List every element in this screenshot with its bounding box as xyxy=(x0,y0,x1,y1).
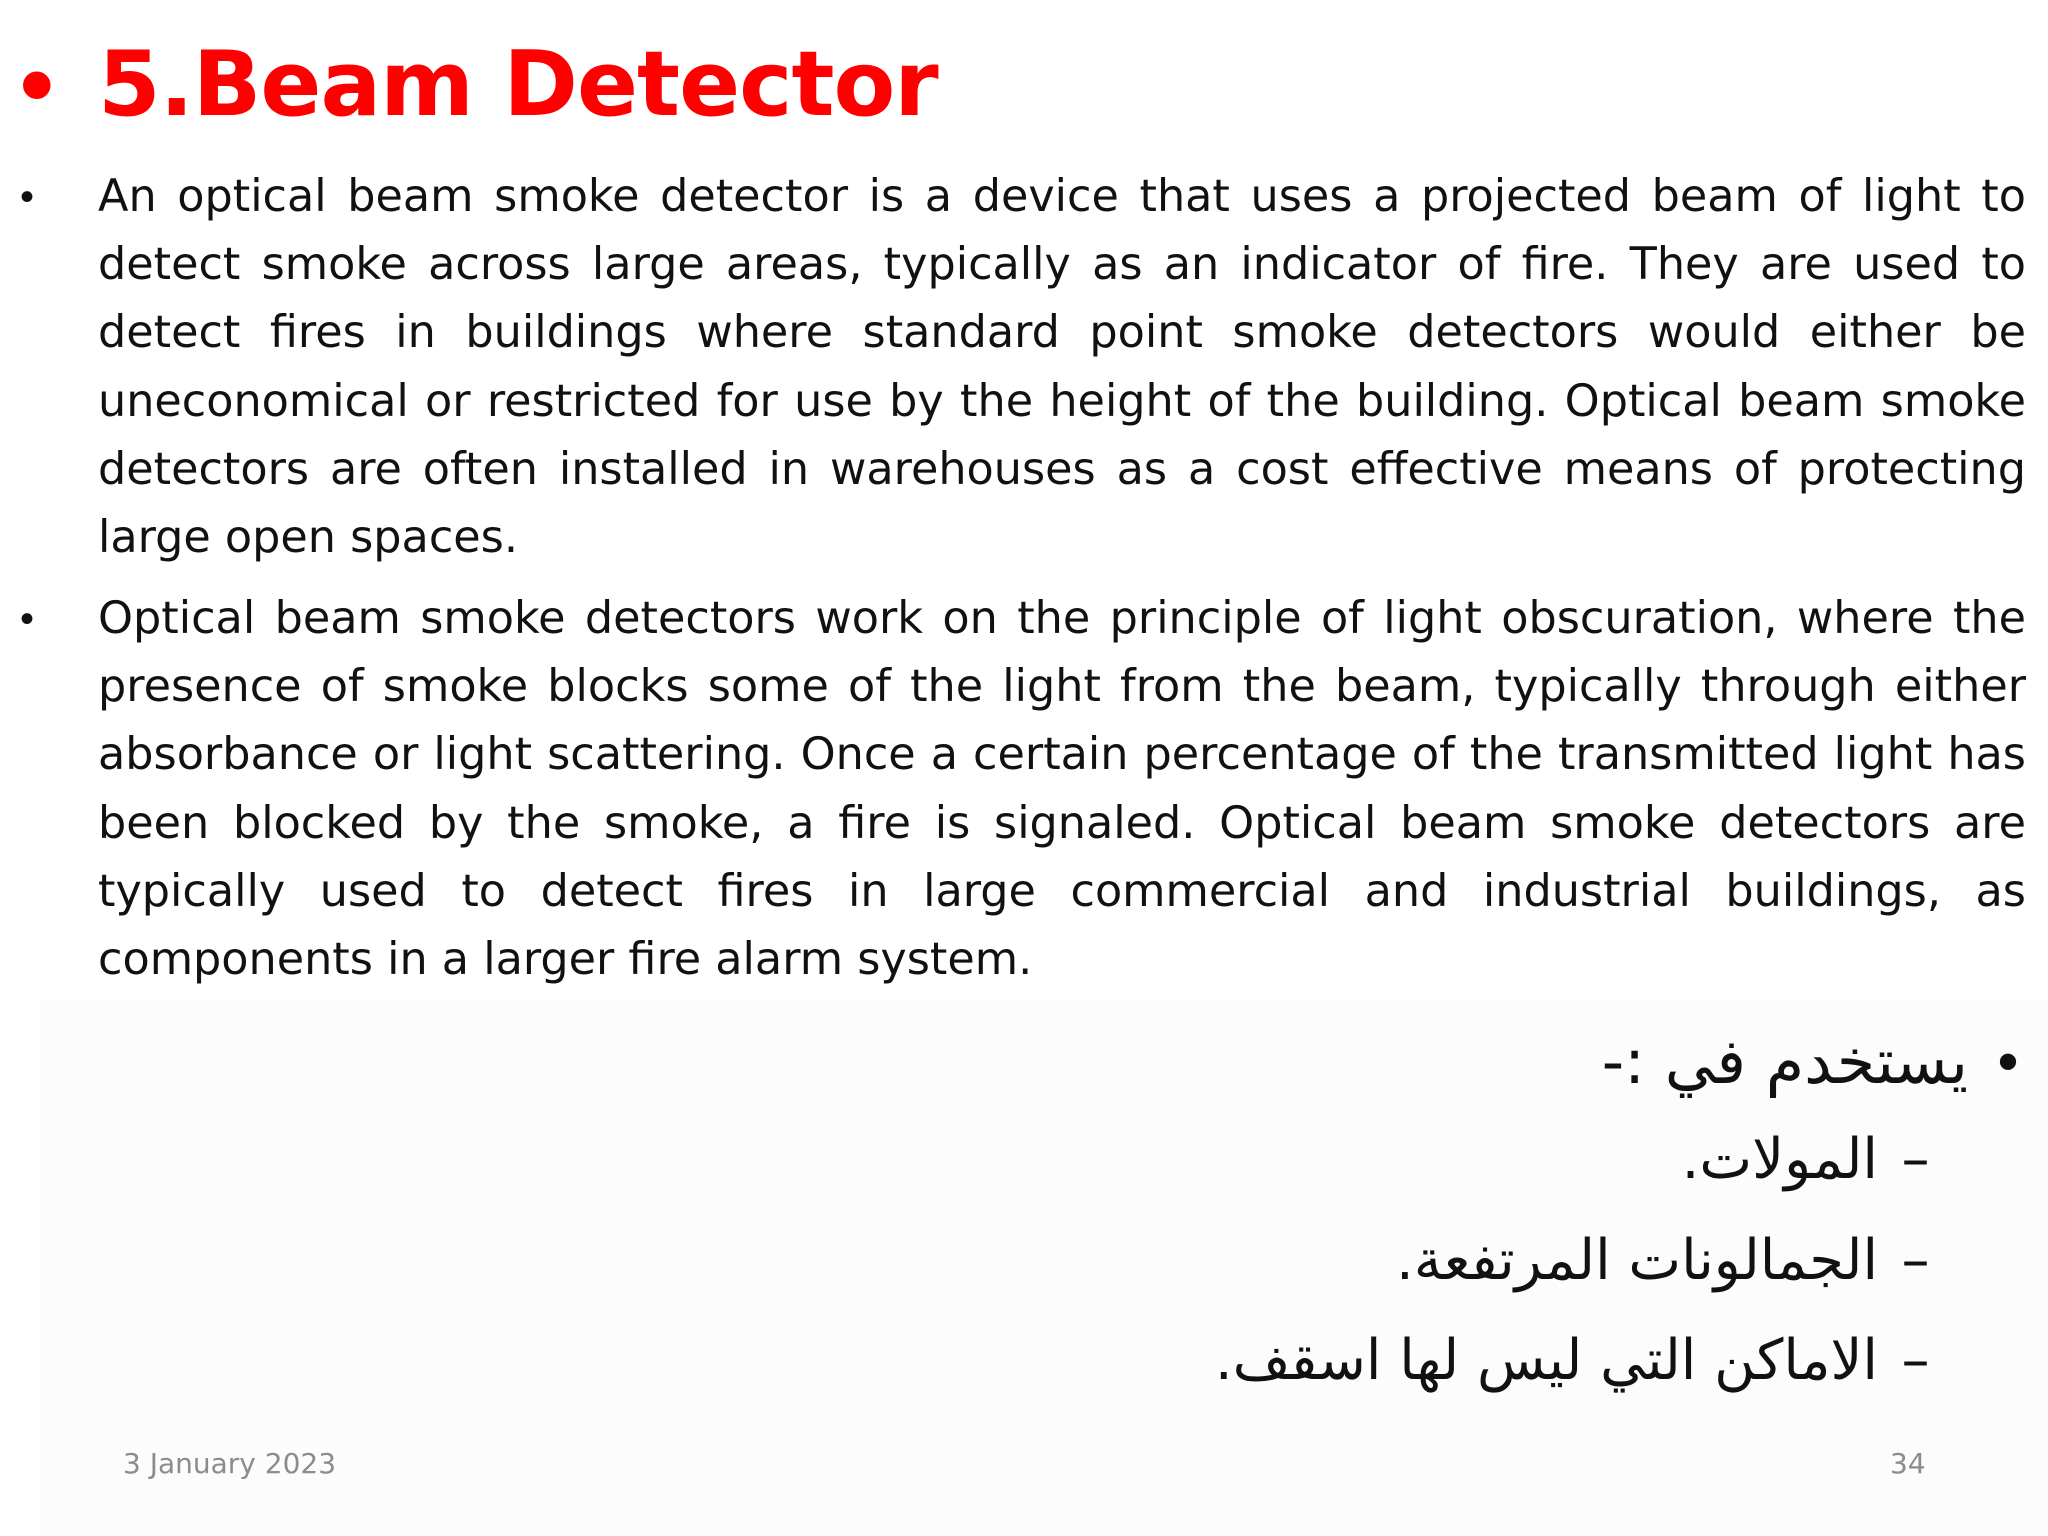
arabic-list-item xyxy=(1395,1228,1953,1293)
arabic-heading-text: يستخدم في :- xyxy=(1601,1025,1968,1098)
slide-title xyxy=(20,20,938,150)
title-bullet: • xyxy=(20,31,54,138)
arabic-list-item xyxy=(1214,1328,1953,1393)
bullet-text: Optical beam smoke detectors work on the principle of light obscuration, where the presence of smoke blocks some of the light from the beam, typically through either absorbance or light scattering. Once a certain percentage of the transmitted light has been blocked by the smoke, a fire is signaled. Optical beam smoke detectors are typically used to detect fires in large commercial and industrial buildings, as components in a larger fire alarm system. xyxy=(98,593,2026,986)
bullet-text: An optical beam smoke detector is a device that uses a projected beam of light to detect smoke across large areas, typically as an indicator of fire. They are used to detect fires in buildings where standard point smoke detectors would either be uneconomical or restricted for use by the height of the building. Optical beam smoke detectors are often installed in warehouses as a cost effective means of protecting large open spaces. xyxy=(98,171,2026,564)
dash-marker: – xyxy=(1901,1228,1930,1293)
arabic-list-item xyxy=(1681,1127,1953,1192)
dash-marker: – xyxy=(1901,1127,1930,1192)
footer-date: 3 January 2023 xyxy=(123,1447,337,1480)
bullet-marker: • xyxy=(20,175,35,219)
arabic-item-text: المولات. xyxy=(1681,1127,1878,1192)
title-text: 5.Beam Detector xyxy=(98,32,938,137)
dash-marker: – xyxy=(1901,1328,1930,1393)
arabic-item-text: الاماكن التي ليس لها اسقف. xyxy=(1214,1328,1878,1393)
arabic-bullet-marker: • xyxy=(1997,1027,2019,1095)
arabic-heading xyxy=(1602,1025,2048,1098)
page-number: 34 xyxy=(1890,1447,1926,1480)
bullet-marker: • xyxy=(20,597,35,641)
arabic-item-text: الجمالونات المرتفعة. xyxy=(1395,1228,1878,1293)
